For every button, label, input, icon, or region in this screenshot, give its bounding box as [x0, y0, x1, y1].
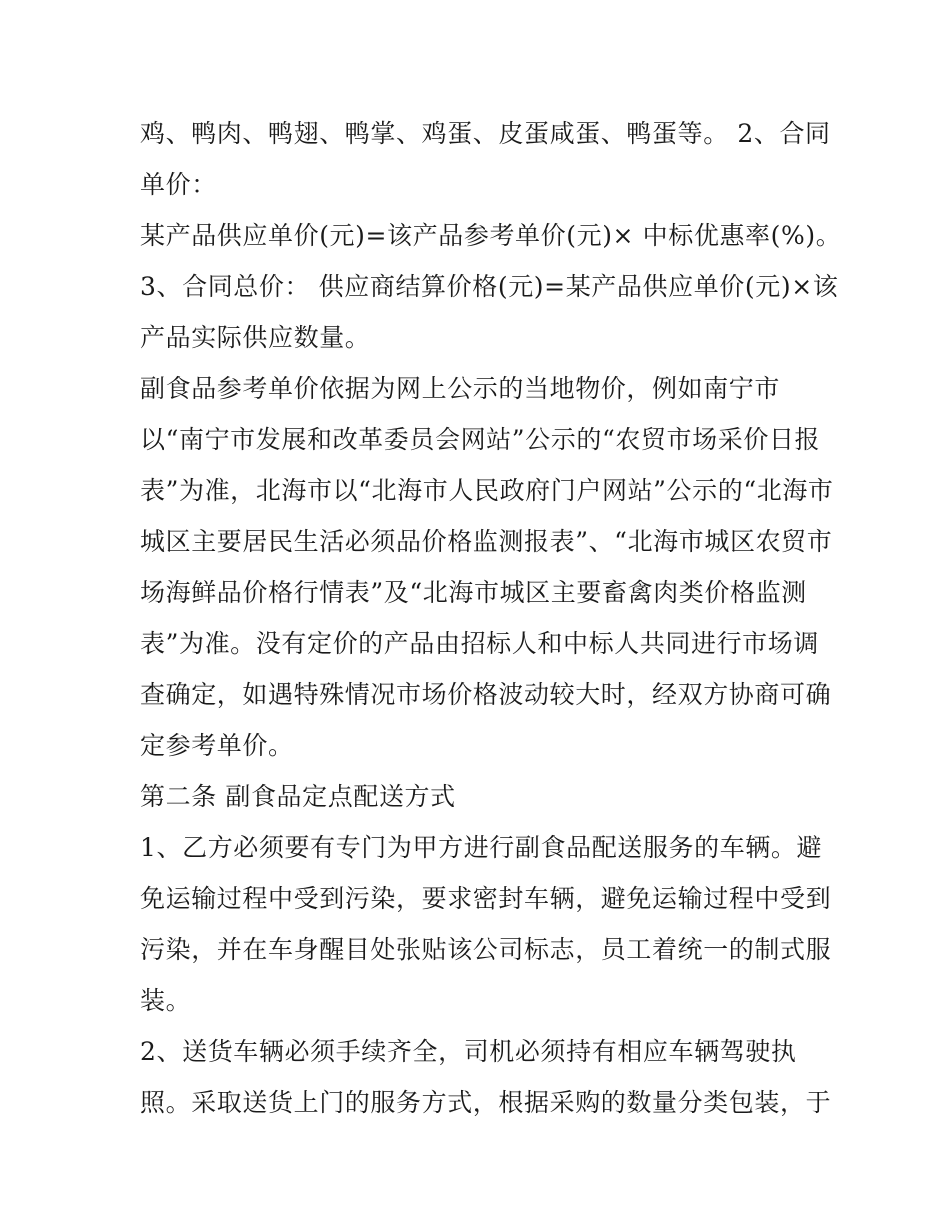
text-line: 场海鲜品价格行情表”及“北海市城区主要畜禽肉类价格监测	[140, 578, 807, 607]
section-heading: 第二条 副食品定点配送方式	[140, 782, 456, 811]
text-line: 城区主要居民生活必须品价格监测报表”、“北海市城区农贸市	[140, 527, 833, 556]
text-line: 定参考单价。	[140, 731, 294, 760]
text-line: 免运输过程中受到污染，要求密封车辆，避免运输过程中受到	[140, 884, 832, 913]
text-line: 单价：	[140, 170, 217, 199]
text-line: 污染，并在车身醒目处张贴该公司标志，员工着统一的制式服	[140, 935, 832, 964]
text-line: 鸡、鸭肉、鸭翅、鸭掌、鸡蛋、皮蛋咸蛋、鸭蛋等。 2、合同	[140, 119, 831, 148]
text-line: 照。采取送货上门的服务方式，根据采购的数量分类包装，于	[140, 1088, 832, 1117]
text-line: 2、送货车辆必须手续齐全，司机必须持有相应车辆驾驶执	[140, 1037, 797, 1066]
text-line: 表”为准。没有定价的产品由招标人和中标人共同进行市场调	[140, 629, 819, 658]
text-line: 表”为准，北海市以“北海市人民政府门户网站”公示的“北海市	[140, 476, 834, 505]
text-line: 3、合同总价： 供应商结算价格(元)=某产品供应单价(元)×该	[140, 272, 839, 301]
text-line: 以“南宁市发展和改革委员会网站”公示的“农贸市场采价日报	[140, 425, 821, 454]
text-line: 装。	[140, 986, 192, 1015]
text-line: 1、乙方必须要有专门为甲方进行副食品配送服务的车辆。避	[140, 833, 823, 862]
document-page	[140, 108, 842, 1128]
text-line: 查确定，如遇特殊情况市场价格波动较大时，经双方协商可确	[140, 680, 832, 709]
text-line: 某产品供应单价(元)=该产品参考单价(元)× 中标优惠率(%)。	[140, 221, 842, 250]
text-line: 产品实际供应数量。	[140, 323, 371, 352]
text-line: 副食品参考单价依据为网上公示的当地物价，例如南宁市	[140, 374, 781, 403]
